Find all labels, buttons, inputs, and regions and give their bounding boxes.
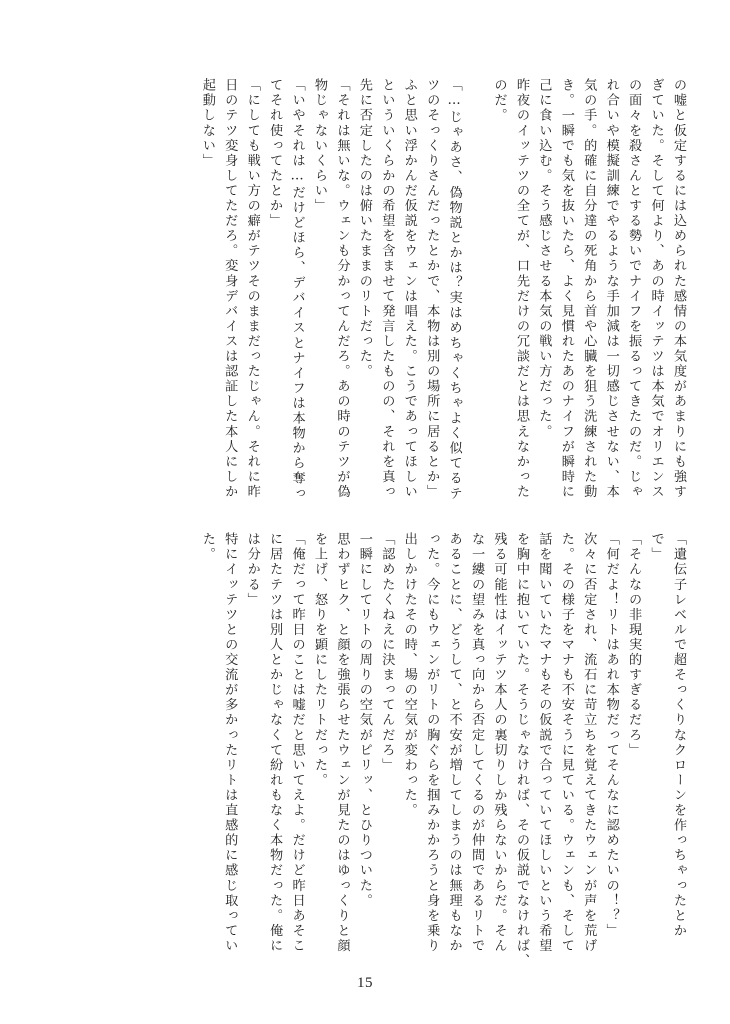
text-column: を胸中に抱いていた。そうじゃなければ、その仮説でなければ、 (513, 532, 529, 969)
text-column: 先に否定したのは俯いたままのリトだった。 (356, 78, 372, 379)
text-column: に居たテツは別人とかじゃなくて紛れもなく本物だった。俺に (267, 532, 283, 954)
text-column: 気の手。的確に自分達の死角から首や心臓を狙う洗練された動 (581, 78, 597, 500)
text-column: 己に食い込む。そう感じさせる本気の戦い方だった。 (536, 78, 552, 440)
text-column: 物じゃないくらい」 (312, 78, 327, 214)
text-column: 思わずヒク、と顔を強張らせたウェンが見たのはゆっくりと顔 (334, 532, 350, 954)
text-block-first (191, 78, 686, 502)
page-number: 15 (357, 975, 373, 991)
text-column: 起動しない」 (199, 78, 215, 169)
text-column: な一縷の望みを真っ向から否定してくるのが仲間であるリトで (469, 532, 485, 954)
text-column: 特にイッテツとの交流が多かったリトは直感的に感じ取ってい (222, 532, 238, 954)
text-column: ツのそっくりさんだったとかで、本物は別の場所に居るとか」 (424, 78, 440, 500)
text-column: の面々を殺さんとする勢いでナイフを振るってきたのだ。じゃ (626, 78, 642, 500)
text-column: のだ。 (491, 78, 507, 124)
text-column: といういくらかの希望を含ませて発言したものの、それを真っ (379, 78, 395, 500)
text-column: で」 (648, 532, 664, 563)
text-column: 「…じゃあさ、偽物説とかは？実はめちゃくちゃよく似てるテ (446, 78, 462, 502)
text-column: 「それは無いな。ウェンも分かってんだろ。あの時のテツが偽 (334, 78, 350, 500)
text-column: 「何だよ！リトはあれ本物だってそんなに認めたいの！？」 (603, 532, 619, 939)
text-column: った。今にもウェンがリトの胸ぐらを掴みかかろうと身を乗り (424, 532, 440, 954)
text-column: れ合いや模擬訓練でやるような手加減は一切感じさせない、本 (603, 78, 619, 500)
text-block-second (191, 532, 686, 969)
text-column: ぎていた。そして何より、あの時イッテツは本気でオリエンス (648, 78, 664, 500)
text-column: てそれ使ってたとか」 (267, 78, 283, 229)
text-column: 出しかけたその時、場の空気が変わった。 (401, 532, 417, 818)
text-column: 「認めたくねえに決まってんだろ」 (379, 532, 395, 773)
text-column: を上げ、怒りを顕にしたリトだった。 (312, 532, 327, 788)
text-column: 話を聞いていたマナもその仮説で合っていてほしいという希望 (536, 532, 552, 954)
text-column: 「遺伝子レベルで超そっくりなクローンを作っちゃったとか (671, 532, 686, 939)
text-column: あることに、どうして、と不安が増してしまうのは無理もなか (446, 532, 462, 954)
text-column: ふと思い浮かんだ仮説をウェンは唱えた。こうであってほしい (401, 78, 417, 500)
text-column: 次々に否定され、流石に苛立ちを覚えてきたウェンが声を荒げ (581, 532, 597, 954)
text-column: 残る可能性はイッテツ本人の裏切りしか残らないからだ。そん (491, 532, 507, 954)
text-column: 「そんなの非現実的すぎるだろ」 (626, 532, 642, 758)
text-column: 「いやそれは…だけどほら、デバイスとナイフは本物から奪っ (289, 78, 305, 502)
text-column: 日のテツ変身してただろ。変身デバイスは認証した本人にしか (222, 78, 238, 500)
text-column: 一瞬にしてリトの周りの空気がピリッ、とひりついた。 (356, 532, 372, 909)
text-column: は分かる」 (244, 532, 260, 608)
text-column: た。 (199, 532, 215, 563)
text-column: の嘘と仮定するには込められた感情の本気度があまりにも強す (671, 78, 686, 500)
text-column: 「にしても戦い方の癖がテツそのままだったじゃん。それに昨 (244, 78, 260, 500)
text-column: き。一瞬でも気を抜いたら、よく見慣れたあのナイフが瞬時に (558, 78, 574, 500)
text-column: た。その様子をマナも不安そうに見ている。ウェンも、そして (558, 532, 574, 954)
text-column: 「俺だって昨日のことは嘘だと思いてえよ。だけど昨日あそこ (289, 532, 305, 954)
text-column: 昨夜のイッテツの全てが、口先だけの冗談だとは思えなかった (513, 78, 529, 500)
